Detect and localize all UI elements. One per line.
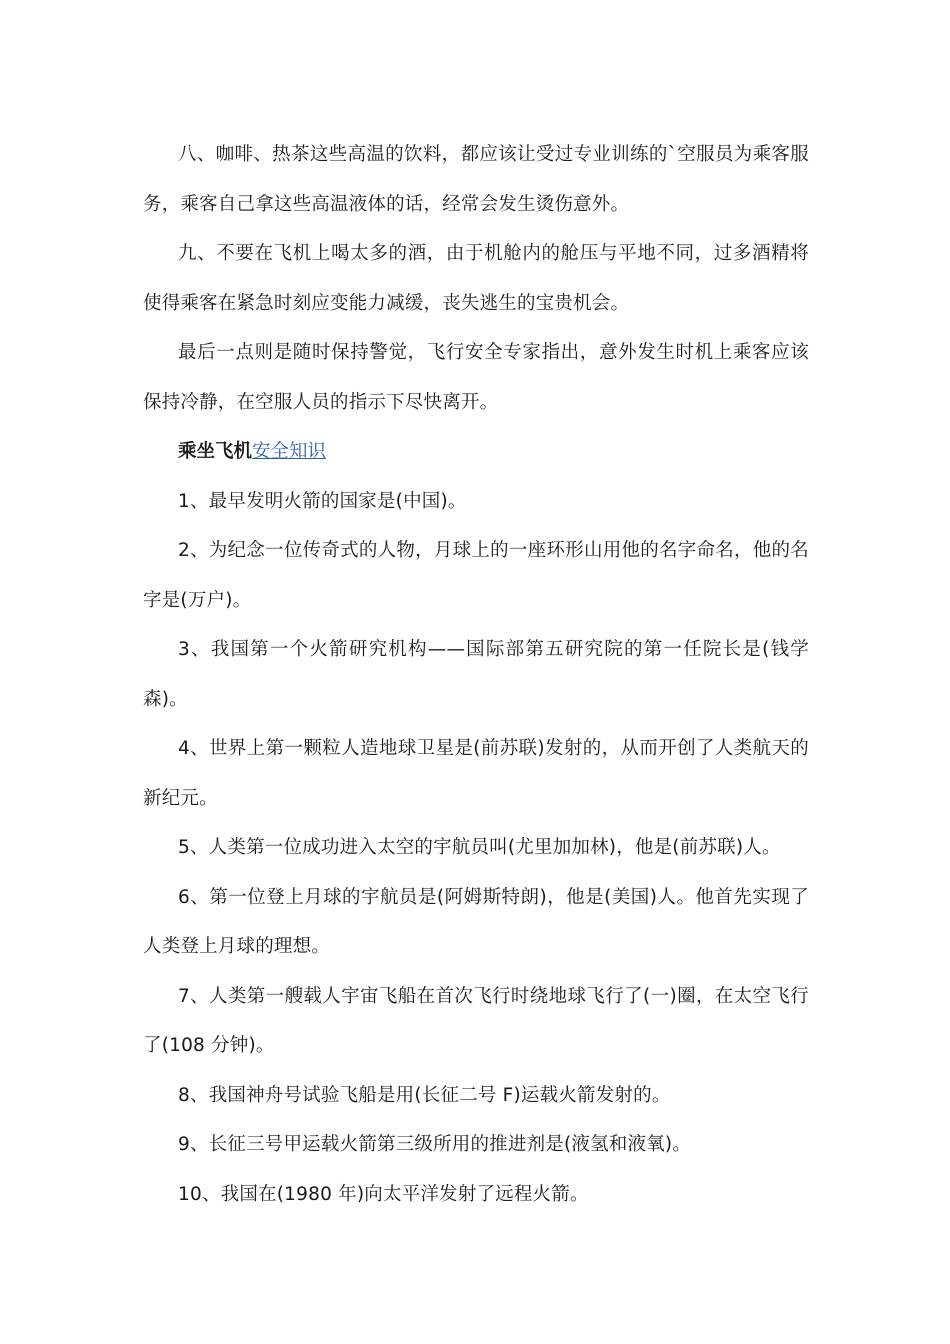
qa-item: 1、最早发明火箭的国家是(中国)。 [178, 490, 467, 512]
qa-item: 3、我国第一个火箭研究机构——国际部第五研究院的第一任院长是(钱学森)。 [143, 639, 809, 710]
qa-item: 8、我国神舟号试验飞船是用(长征二号 F)运载火箭发射的。 [178, 1084, 671, 1106]
document-page [143, 130, 809, 1219]
qa-item: 6、第一位登上月球的宇航员是(阿姆斯特朗)，他是(美国)人。他首先实现了人类登上月球的理想。 [143, 886, 809, 957]
qa-item: 9、长征三号甲运载火箭第三级所用的推进剂是(液氢和液氧)。 [178, 1134, 692, 1155]
safety-knowledge-link[interactable]: 安全知识 [252, 441, 327, 462]
qa-item: 2、为纪念一位传奇式的人物，月球上的一座环形山用他的名字命名，他的名字是(万户)。 [143, 540, 809, 611]
qa-item: 4、世界上第一颗粒人造地球卫星是(前苏联)发射的，从而开创了人类航天的新纪元。 [143, 738, 809, 809]
section-heading [143, 427, 809, 477]
paragraph: 八、咖啡、热茶这些高温的饮料，都应该让受过专业训练的`空服员为乘客服务，乘客自己拿这些高温液体的话，经常会发生烫伤意外。 [143, 144, 809, 215]
qa-item: 7、人类第一艘载人宇宙飞船在首次飞行时绕地球飞行了(一)圈，在太空飞行了(108 分钟)。 [143, 985, 809, 1056]
paragraph: 九、不要在飞机上喝太多的酒，由于机舱内的舱压与平地不同，过多酒精将使得乘客在紧急时刻应变能力减缓，丧失逃生的宝贵机会。 [143, 243, 809, 314]
paragraph: 最后一点则是随时保持警觉，飞行安全专家指出，意外发生时机上乘客应该保持冷静，在空服人员的指示下尽快离开。 [143, 342, 809, 413]
qa-item: 10、我国在(1980 年)向太平洋发射了远程火箭。 [178, 1183, 589, 1205]
section-heading-bold: 乘坐飞机 [178, 441, 253, 462]
qa-item: 5、人类第一位成功进入太空的宇航员叫(尤里加加林)，他是(前苏联)人。 [178, 837, 781, 858]
